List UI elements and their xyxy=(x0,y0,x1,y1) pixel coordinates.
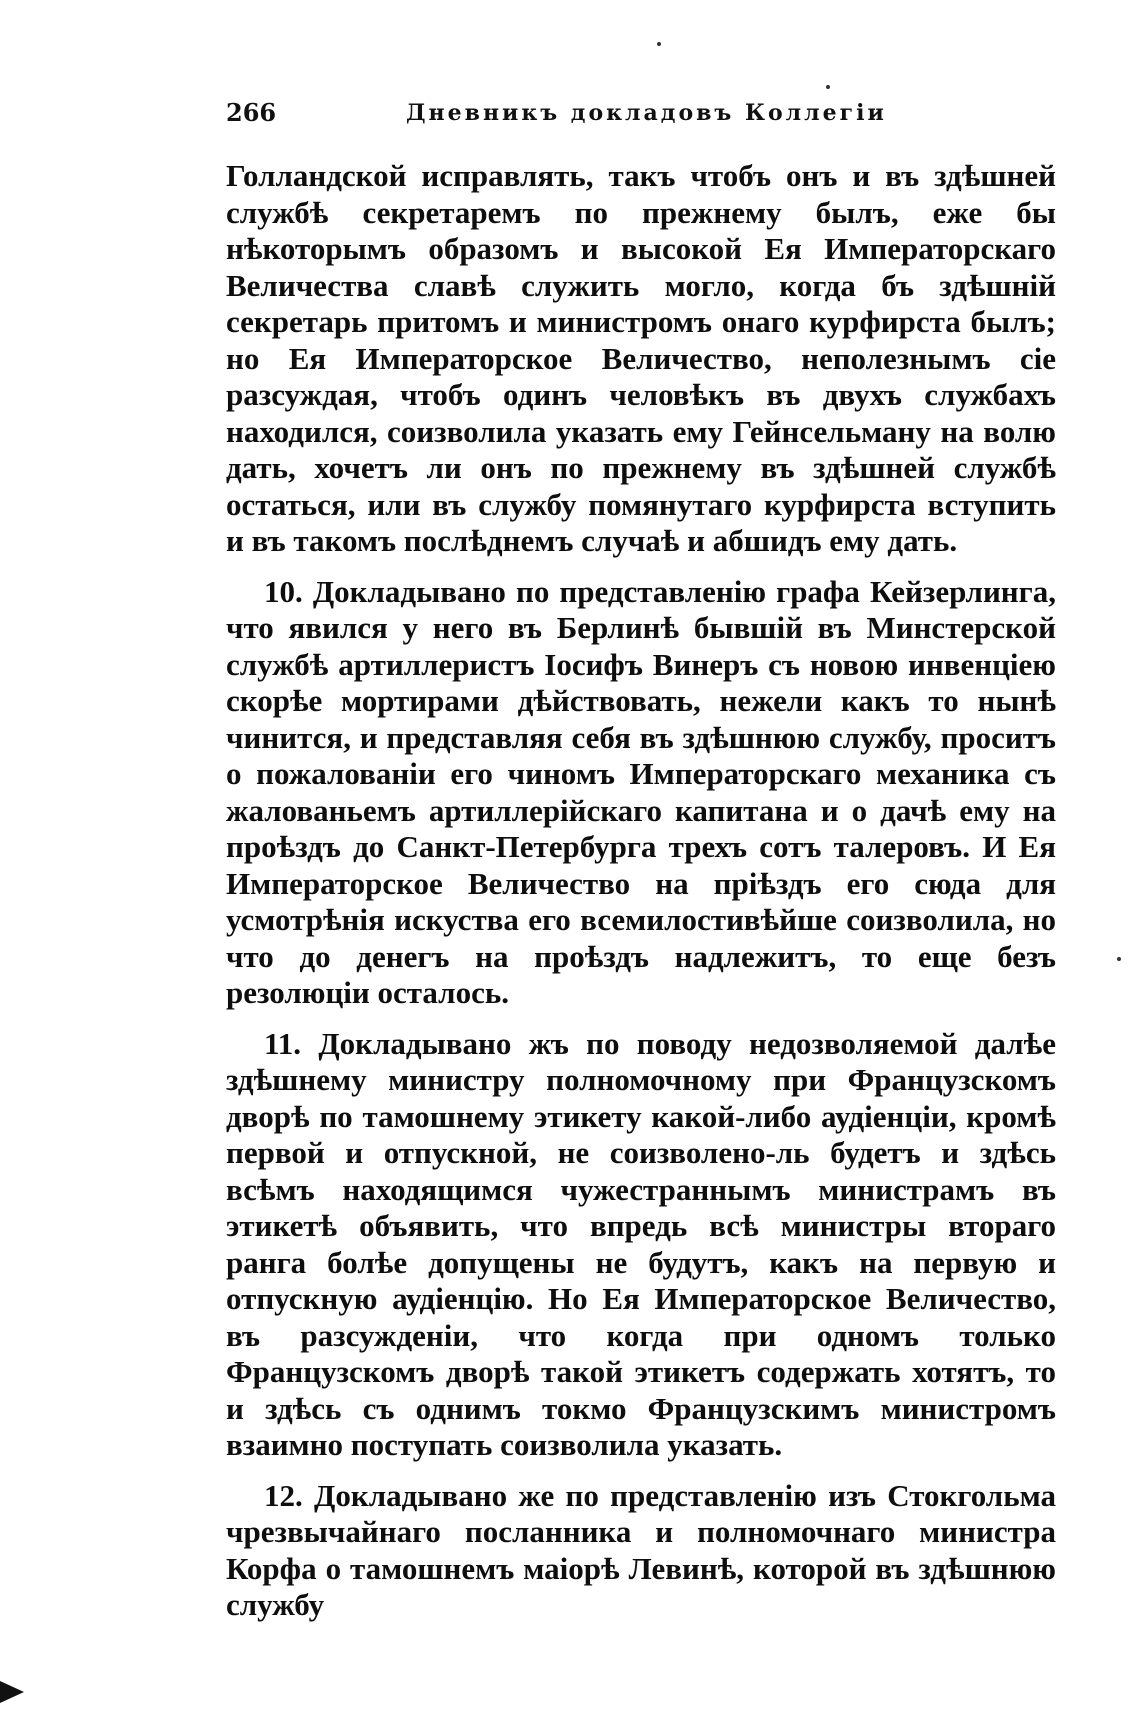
paragraph-item-12: 12. Докладывано же по представленію изъ Стокгольма чрезвычайнаго посланника и полномочнаго министра Корфа о тамошнемъ маiорѣ Левинѣ, которой въ здѣшнюю службу xyxy=(226,1477,1056,1622)
scan-speck xyxy=(657,42,661,46)
paragraph-item-11: 11. Докладывано жъ по поводу недозволяемой далѣе здѣшнему министру полномочному при Французскомъ дворѣ по тамошнему этикету какой-либо аудіенціи, кромѣ первой и отпускной, не соизволено-ль будетъ и здѣсь всѣмъ находящимся чужестраннымъ министрамъ въ этикетѣ объявить, что впредь всѣ министры втораго ранга болѣе допущены не будутъ, какъ на первую и отпускную аудіенцію. Но Ея Императорское Величество, въ разсужденіи, что когда при одномъ только Французскомъ дворѣ такой этикетъ содержать хотятъ, то и здѣсь съ однимъ токмо Французскимъ министромъ взаимно поступать соизволила указать. xyxy=(226,1025,1056,1462)
paragraph-item-10: 10. Докладывано по представленію графа Кейзерлинга, что явился у него въ Берлинѣ бывшій въ Минстерской службѣ артиллеристъ Іосифъ Винеръ съ новою инвенціею скорѣе мортирами дѣйствовать, нежели какъ то нынѣ чинится, и представляя себя въ здѣшнюю службу, проситъ о пожалованіи его чиномъ Императорскаго механика съ жалованьемъ артиллерійскаго капитана и о дачѣ ему на проѣздъ до Санкт-Петербурга трехъ сотъ талеровъ. И Ея Императорское Величество на пріѣздъ его сюда для усмотрѣнія искуства его всемилостивѣйше соизволила, но что до денегъ на проѣздъ надлежитъ, то еще безъ резолюціи осталось. xyxy=(226,573,1056,1010)
body-text xyxy=(226,158,1056,1624)
paragraph-continuation: Голландской исправлять, такъ чтобъ онъ и въ здѣшней службѣ секретаремъ по прежнему былъ, еже бы нѣкоторымъ образомъ и высокой Ея Императорскаго Величества славѣ служить могло, когда бъ здѣшній секретарь притомъ и министромъ онаго курфирста былъ; но Ея Императорское Величество, неполезнымъ сіе разсуждая, чтобъ одинъ человѣкъ въ двухъ службахъ находился, соизволила указать ему Гейнсельману на волю дать, хочетъ ли онъ по прежнему въ здѣшней службѣ остаться, или въ службу помянутаго курфирста вступить и въ такомъ послѣднемъ случаѣ и абшидъ ему дать. xyxy=(226,158,1056,558)
scan-speck xyxy=(826,85,830,89)
running-title: Дневникъ докладовъ Коллегіи xyxy=(406,100,887,126)
scan-speck xyxy=(1117,957,1121,961)
page-number: 266 xyxy=(226,98,277,127)
page-header xyxy=(226,98,1066,138)
scan-corner-mark xyxy=(0,1681,24,1703)
